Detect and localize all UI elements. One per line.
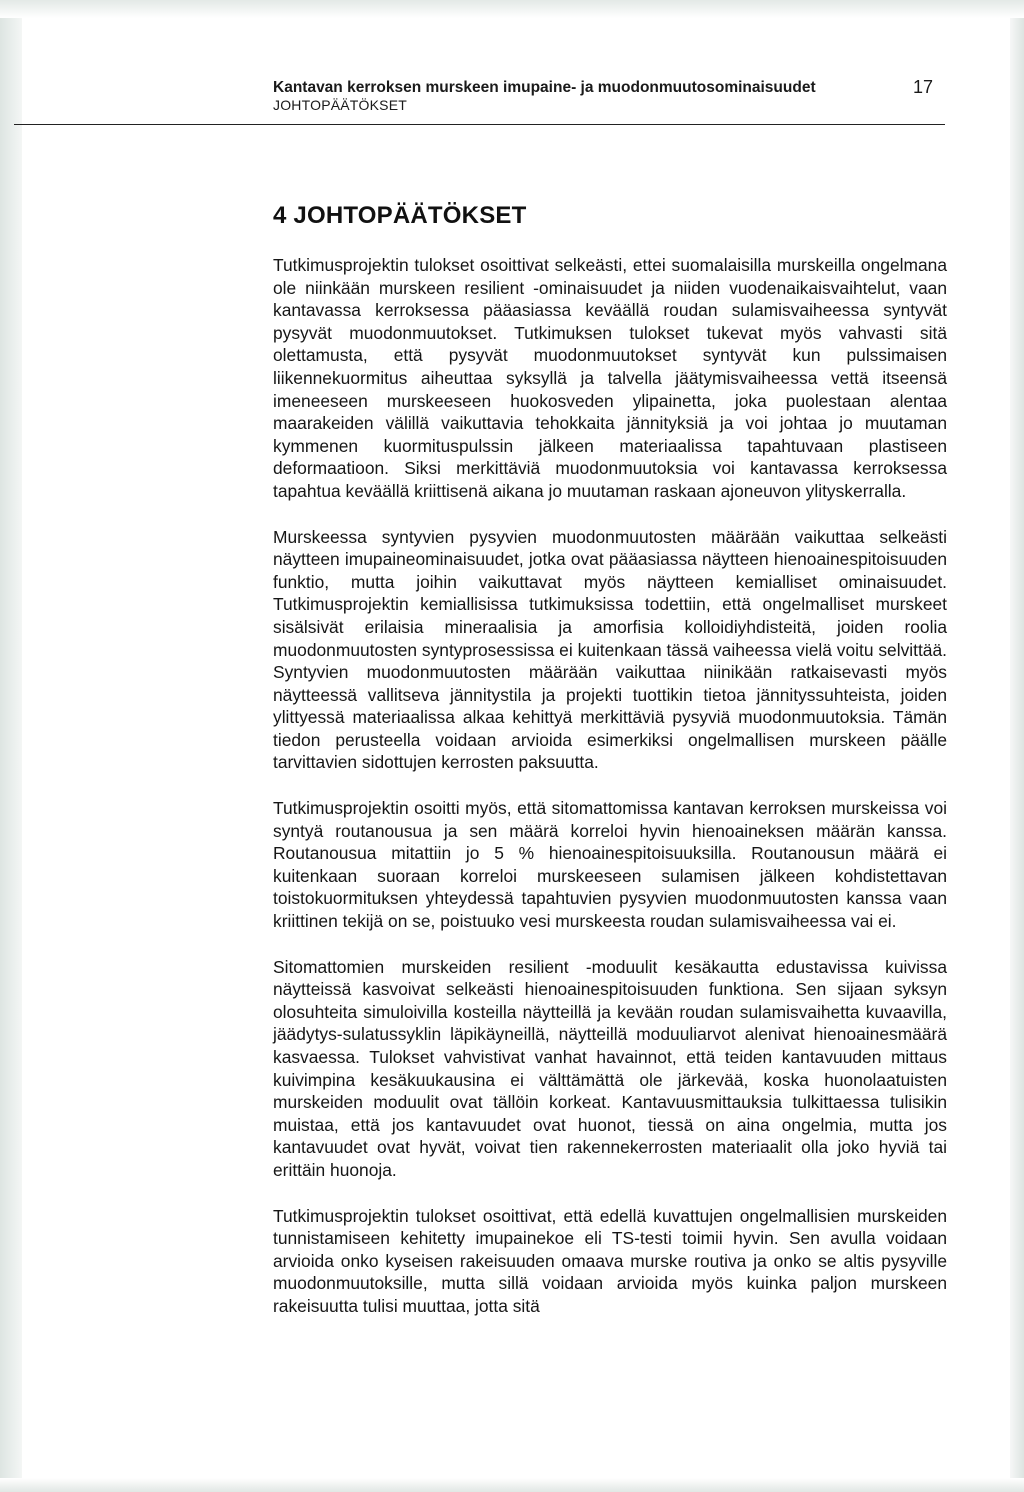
paragraph: Tutkimusprojektin osoitti myös, että sitomattomissa kantavan kerroksen murskeissa voi syntyä routanousua ja sen määrä korreloi hyvin hienoaineksen määrän kanssa. Routanousua mitattiin jo 5 % hienoainespitoisuuksilla. Routanousun määrä ei kuitenkaan suoraan korreloi murskeeseen sulamisen jälkeen kohdistettavan toistokuormituksen yhteydessä tapahtuvien pysyvien muodonmuutosten kanssa vaan kriittinen tekijä on se, poistuuko vesi murskeesta roudan sulamisvaiheessa vai ei. [273,798,947,932]
scan-edge-left [0,0,22,1492]
scan-edge-top [0,0,1024,18]
header-rule [14,124,945,125]
paragraph: Tutkimusprojektin tulokset osoittivat selkeästi, ettei suomalaisilla murskeilla ongelmana ole niinkään murskeen resilient -ominaisuudet ja niiden vuodenaikaisvaihtelut, vaan kantavassa kerroksessa pääasiassa keväällä roudan sulamisvaiheessa syntyvät pysyvät muodonmuutokset. Tutkimuksen tulokset tukevat myös vahvasti sitä olettamusta, että pysyvät muodonmuutokset syntyvät kun pulssimaisen liikennekuormitus aiheuttaa syksyllä ja talvella jäätymisvaiheessa vettä itseensä imeneeseen murskeeseen huokosveden ylipainetta, joka puolestaan alentaa maarakeiden välillä vaikuttavia tehokkaita jännityksiä ja voi johtaa jo muutaman kymmenen kuormituspulssin jälkeen materiaalissa tapahtuvaan plastiseen deformaatioon. Siksi merkittäviä muodonmuutoksia voi kantavassa kerroksessa tapahtua keväällä kriittisenä aikana jo muutaman raskaan ajoneuvon ylityskerralla. [273,255,947,501]
body-text [273,254,947,1341]
chapter-heading: 4 JOHTOPÄÄTÖKSET [273,202,527,229]
scan-edge-right [1010,0,1024,1492]
paragraph: Murskeessa syntyvien pysyvien muodonmuutosten määrään vaikuttaa selkeästi näytteen imupaineominaisuudet, jotka ovat pääasiassa näytteen hienoainespitoisuuden funktio, mutta joihin vaikuttavat myös näytteen kemialliset ominaisuudet. Tutkimusprojektin kemiallisissa tutkimuksissa todettiin, että ongelmalliset murskeet sisälsivät erilaisia mineraalisia ja amorfisia kolloidiyhdisteitä, joiden roolia muodonmuutosten syntyprosessissa ei kuitenkaan tässä vaiheessa vielä voitu selvittää. Syntyvien muodonmuutosten määrään vaikuttaa niinikään ratkaisevasti myös näytteessä vallitseva jännitystila ja projekti tuottikin tietoa jännityssuhteista, joiden ylittyessä materiaalissa alkaa kehittyä merkittäviä pysyviä muodonmuutoksia. Tämän tiedon perusteella voidaan arvioida esimerkiksi ongelmallisen murskeen päälle tarvittavien sidottujen kerrosten paksuutta. [273,526,947,773]
paragraph: Sitomattomien murskeiden resilient -moduulit kesäkautta edustavissa kuivissa näytteissä kasvoivat selkeästi hienoainespitoisuuden funktiona. Sen sijaan syksyn olosuhteita simuloivilla kosteilla näytteillä ja kevään roudan sulamisvaihetta kuvaavilla, jäädytys-sulatussyklin läpikäyneillä, näytteillä moduuliarvot alenivat hienoainesmäärä kasvaessa. Tulokset vahvistivat vanhat havainnot, että teiden kantavuuden mittaus kuivimpina kesäkuukausina ei välttämättä ole järkevää, koska huonolaatuisten murskeiden moduulit ovat tällöin korkeat. Kantavuusmittauksia tulkittaessa tulisikin muistaa, että jos kantavuudet ovat huonot, tiessä on aina ongelmia, mutta jos kantavuudet ovat hyvät, voivat tien rakennekerrosten materiaalit olla joko hyviä tai erittäin huonoja. [273,956,947,1180]
running-header [273,78,945,114]
page-number: 17 [912,77,933,97]
scan-edge-bottom [0,1478,1024,1492]
header-section-name: JOHTOPÄÄTÖKSET [273,97,408,113]
paragraph: Tutkimusprojektin tulokset osoittivat, että edellä kuvattujen ongelmallisien murskeiden tunnistamiseen kehitetty imupainekoe eli TS-testi toimii hyvin. Sen avulla voidaan arvioida onko kyseisen rakeisuuden omaava murske routiva ja onko se altis pysyville muodonmuutoksille, mutta sillä voidaan arvioida myös kuinka paljon murskeen rakeisuutta tulisi muuttaa, jotta sitä [273,1205,947,1316]
header-title: Kantavan kerroksen murskeen imupaine- ja muodonmuutosominaisuudet [273,79,816,96]
